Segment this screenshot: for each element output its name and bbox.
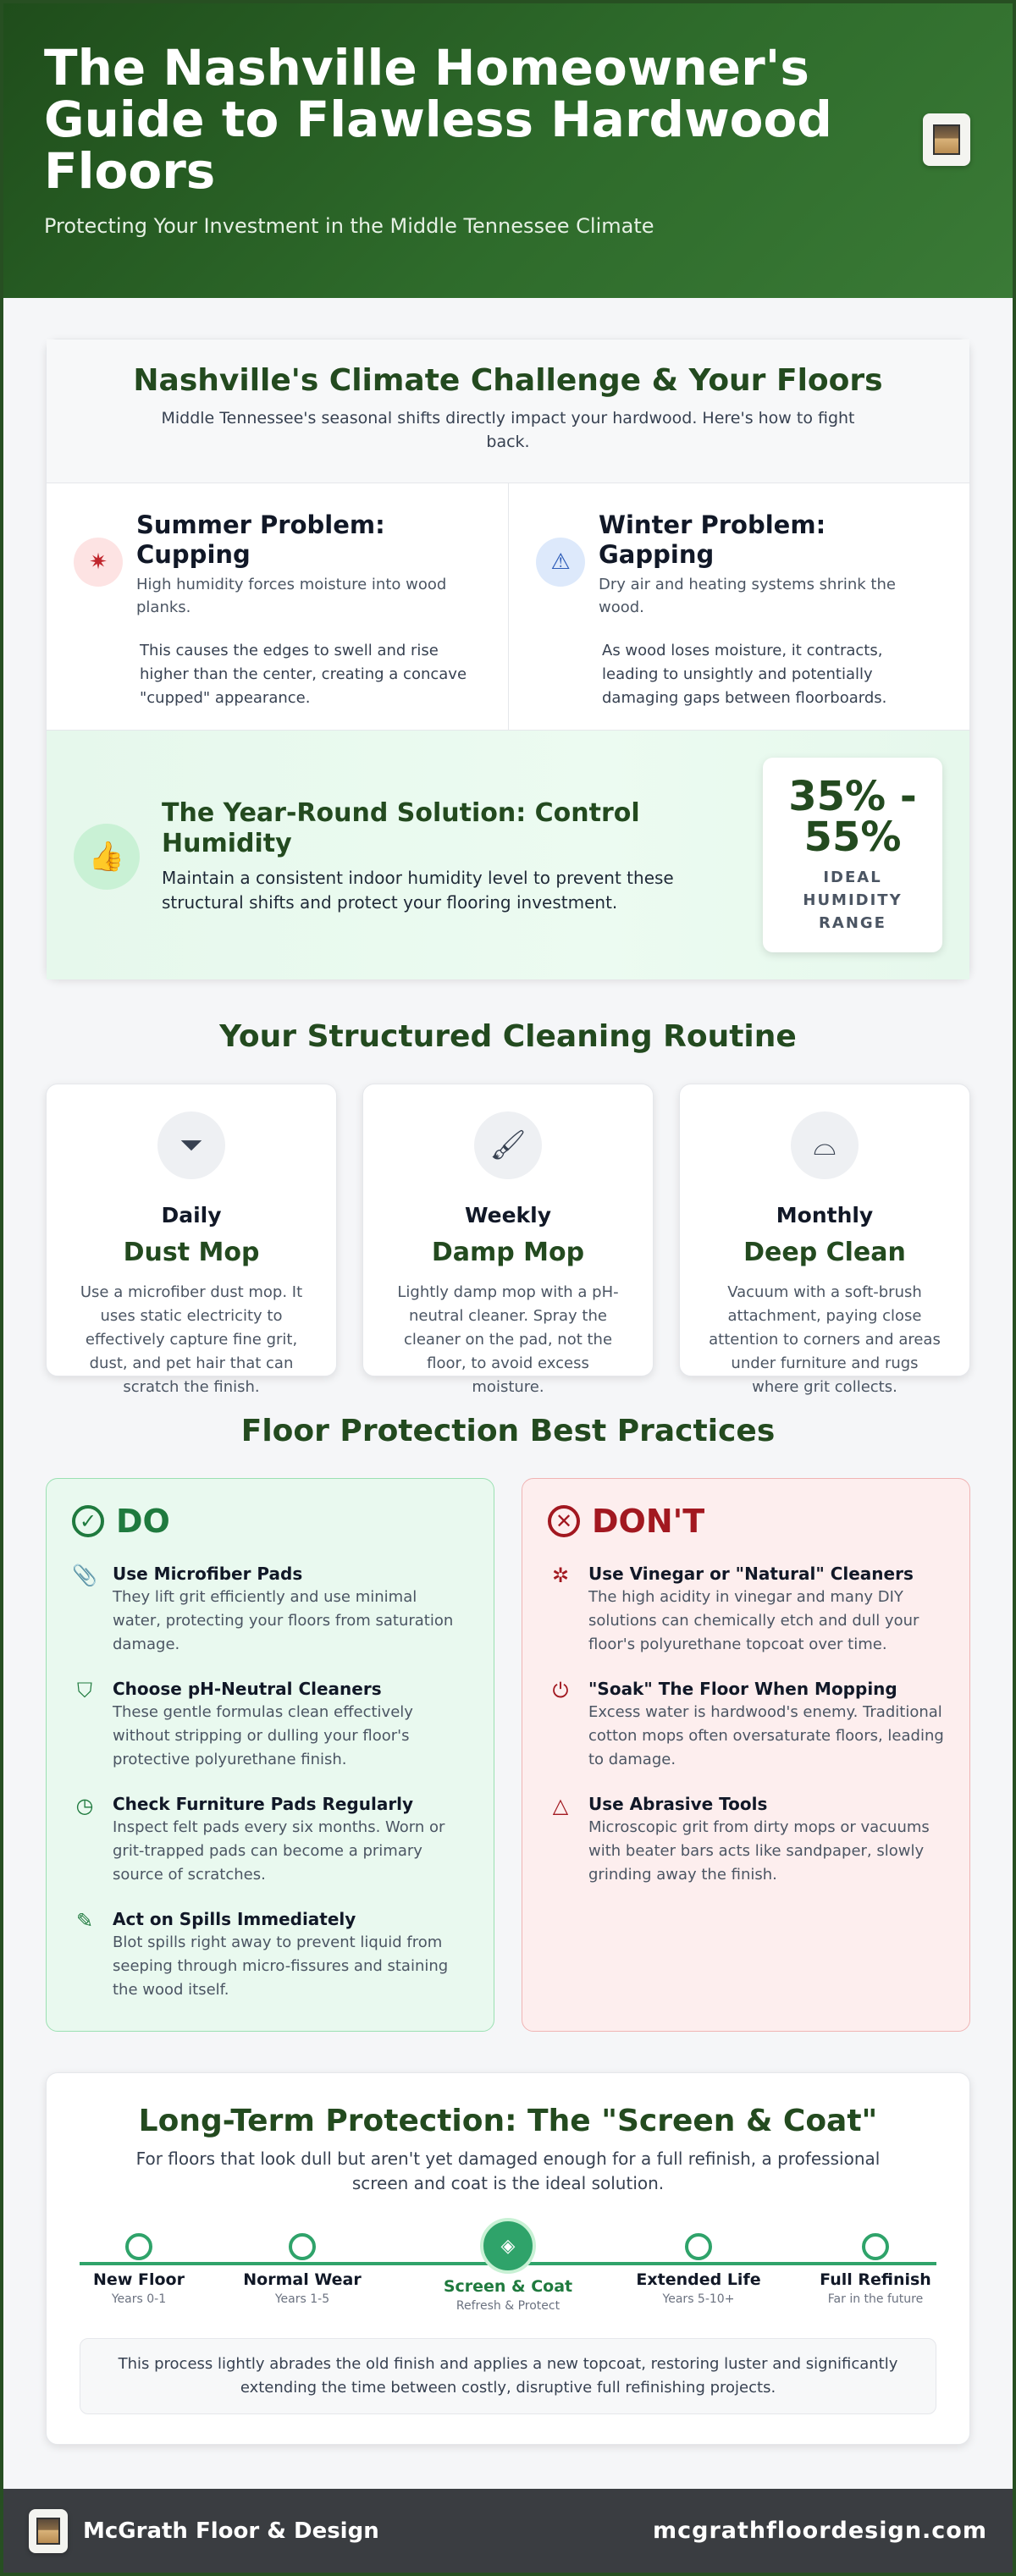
dont-list — [522, 1478, 970, 2032]
timeline-step-name: New Floor — [93, 2270, 185, 2289]
do-item-title: Choose pH-Neutral Cleaners — [113, 1679, 382, 1699]
routine-title: Your Structured Cleaning Routine — [219, 1019, 797, 1054]
logo-image — [36, 2518, 60, 2545]
dont-item-desc: The high acidity in vinegar and many DIY solutions can chemically etch and dull your floor's polyurethane topcoat over time. — [588, 1588, 919, 1653]
timeline-step-sub: Far in the future — [827, 2292, 924, 2306]
climate-intro: Middle Tennessee's seasonal shifts directly impact your hardwood. Here's how to fight back. — [161, 409, 855, 451]
triangle-warning-icon: △ — [552, 1794, 569, 1818]
timeline-step-name: Extended Life — [636, 2270, 761, 2289]
do-item-desc: These gentle formulas clean effectively without stripping or dulling your floor's protective polyurethane finish. — [113, 1703, 413, 1768]
timeline-dot — [125, 2233, 152, 2260]
dont-item — [548, 1794, 944, 1887]
timeline-step-name: Full Refinish — [820, 2270, 931, 2289]
company-logo — [923, 113, 970, 166]
summer-head — [136, 510, 481, 619]
timeline-step-sub: Refresh & Protect — [456, 2299, 560, 2313]
solution-text — [162, 798, 687, 915]
timeline-step-extended-life — [622, 2233, 775, 2306]
logo-image — [933, 124, 960, 155]
routine-desc: Lightly damp mop with a pH-neutral cleaner. Spray the cleaner on the pad, not the floor, to avoid excess moisture. — [397, 1283, 619, 1396]
timeline-step-sub: Years 1-5 — [274, 2292, 330, 2306]
do-label: DO — [116, 1503, 170, 1540]
timeline-step-name: Screen & Coat — [443, 2277, 573, 2296]
do-item — [72, 1794, 468, 1887]
humidity-range-label: IDEAL HUMIDITY RANGE — [803, 869, 903, 932]
routine-desc: Vacuum with a soft-brush attachment, paying close attention to corners and areas under furniture and rugs where grit collects. — [709, 1283, 941, 1396]
filter-icon: ⏷ — [157, 1111, 225, 1179]
solution-title: The Year-Round Solution: Control Humidity — [162, 798, 640, 858]
dont-item-desc: Microscopic grit from dirty mops or vacuums with beater bars acts like sandpaper, slowly grinding away the finish. — [588, 1818, 930, 1884]
routine-desc: Use a microfiber dust mop. It uses static electricity to effectively capture fine grit, dust, and pet hair that can scratch the finish. — [80, 1283, 303, 1396]
timeline-step-sub: Years 0-1 — [111, 2292, 167, 2306]
timeline-dot — [289, 2233, 316, 2260]
do-item-title: Check Furniture Pads Regularly — [113, 1794, 414, 1814]
bug-icon: ✲ — [551, 1564, 570, 1587]
footer-logo — [29, 2509, 68, 2553]
footer-website: mcgrathfloordesign.com — [652, 2518, 987, 2544]
timeline-dot — [685, 2233, 712, 2260]
summer-detail: This causes the edges to swell and rise higher than the center, creating a concave "cupped" appearance. — [140, 642, 467, 707]
screen-coat-note: This process lightly abrades the old finish and applies a new topcoat, restoring luster and significantly extending the time between costly, disruptive full refinishing projects. — [80, 2338, 936, 2414]
summer-title: Summer Problem: Cupping — [136, 510, 385, 569]
humidity-range-value: 35% - 55% — [788, 773, 917, 861]
routine-card-weekly — [362, 1084, 654, 1396]
do-item-desc: Blot spills right away to prevent liquid from seeping through micro-fissures and staining the wood itself. — [113, 1933, 449, 1999]
vacuum-icon: ⌓ — [791, 1111, 859, 1179]
routine-card-daily — [46, 1084, 337, 1396]
routine-frequency: Daily — [161, 1203, 222, 1227]
summer-problem — [47, 483, 508, 730]
page-header — [3, 3, 1013, 298]
routine-frequency: Monthly — [776, 1203, 874, 1227]
routine-name: Deep Clean — [743, 1238, 906, 1267]
solution-desc: Maintain a consistent indoor humidity level to prevent these structural shifts and protect your flooring investment. — [162, 868, 674, 913]
dont-label: DON'T — [592, 1503, 705, 1540]
winter-sub: Dry air and heating systems shrink the wood. — [599, 576, 896, 616]
dont-item-title: "Soak" The Floor When Mopping — [588, 1679, 897, 1699]
climate-section — [46, 339, 970, 979]
dont-heading — [548, 1503, 944, 1540]
dont-item-desc: Excess water is hardwood's enemy. Traditional cotton mops often oversaturate floors, leading to damage. — [588, 1703, 944, 1768]
climate-problems — [47, 483, 969, 731]
do-item-desc: Inspect felt pads every six months. Worn or grit-trapped pads can become a primary source of scratches. — [113, 1818, 445, 1884]
timeline-step-name: Normal Wear — [243, 2270, 362, 2289]
infographic-page — [3, 3, 1013, 2573]
page-subtitle: Protecting Your Investment in the Middle Tennessee Climate — [44, 214, 654, 238]
dont-item-title: Use Vinegar or "Natural" Cleaners — [588, 1564, 914, 1584]
humidity-solution — [47, 731, 969, 979]
winter-head — [599, 510, 942, 619]
x-circle-icon: ✕ — [548, 1505, 580, 1537]
tag-icon: ◈ — [483, 2221, 533, 2270]
do-item — [72, 1564, 468, 1657]
climate-title: Nashville's Climate Challenge & Your Floors — [133, 363, 883, 398]
timeline-step-new-floor — [63, 2233, 215, 2306]
footer-brand: McGrath Floor & Design — [83, 2518, 379, 2544]
do-item — [72, 1679, 468, 1772]
check-circle-icon: ✓ — [72, 1505, 104, 1537]
dont-item-title: Use Abrasive Tools — [588, 1794, 768, 1814]
page-title: The Nashville Homeowner's Guide to Flawless Hardwood Floors — [44, 39, 832, 200]
page-footer — [3, 2489, 1013, 2573]
sun-icon: ✷ — [74, 538, 123, 587]
do-heading — [72, 1503, 468, 1540]
clock-icon: ◷ — [75, 1794, 94, 1818]
screen-coat-title: Long-Term Protection: The "Screen & Coat" — [138, 2104, 878, 2138]
routine-name: Damp Mop — [431, 1238, 585, 1267]
do-item-title: Use Microfiber Pads — [113, 1564, 303, 1584]
humidity-range-box — [763, 758, 942, 952]
routine-card-monthly — [679, 1084, 970, 1396]
routine-cards — [46, 1084, 970, 1396]
shield-icon: ⛉ — [77, 1679, 92, 1702]
timeline-step-full-refinish — [799, 2233, 952, 2306]
power-icon: ⏻ — [552, 1679, 569, 1702]
floor-lifecycle-timeline — [80, 2218, 936, 2321]
brush-icon: 🖌 — [474, 1111, 542, 1179]
dont-item — [548, 1679, 944, 1772]
routine-name: Dust Mop — [123, 1238, 260, 1267]
summer-sub: High humidity forces moisture into wood planks. — [136, 576, 447, 616]
timeline-dot — [862, 2233, 889, 2260]
dont-item — [548, 1564, 944, 1657]
practices-title: Floor Protection Best Practices — [240, 1414, 776, 1448]
do-list — [46, 1478, 494, 2032]
do-item-desc: They lift grit efficiently and use minimal water, protecting your floors from saturation damage. — [113, 1588, 454, 1653]
winter-problem — [508, 483, 969, 730]
timeline-step-screen-coat — [432, 2233, 584, 2313]
winter-detail: As wood loses moisture, it contracts, leading to unsightly and potentially damaging gaps between floorboards. — [602, 642, 887, 707]
spray-icon: ✎ — [75, 1909, 94, 1933]
screen-coat-desc: For floors that look dull but aren't yet damaged enough for a full refinish, a professional screen and coat is the ideal solution. — [135, 2149, 881, 2193]
do-item — [72, 1909, 468, 2002]
thumbs-up-icon: 👍 — [74, 824, 140, 890]
do-item-title: Act on Spills Immediately — [113, 1909, 356, 1929]
timeline-step-sub: Years 5-10+ — [662, 2292, 735, 2306]
warning-icon: ⚠ — [536, 538, 585, 587]
winter-title: Winter Problem: Gapping — [599, 510, 826, 569]
climate-header — [47, 339, 969, 483]
screen-coat-section — [46, 2072, 970, 2445]
paperclip-icon: 📎 — [72, 1564, 97, 1587]
routine-frequency: Weekly — [464, 1203, 552, 1227]
timeline-step-normal-wear — [226, 2233, 378, 2306]
